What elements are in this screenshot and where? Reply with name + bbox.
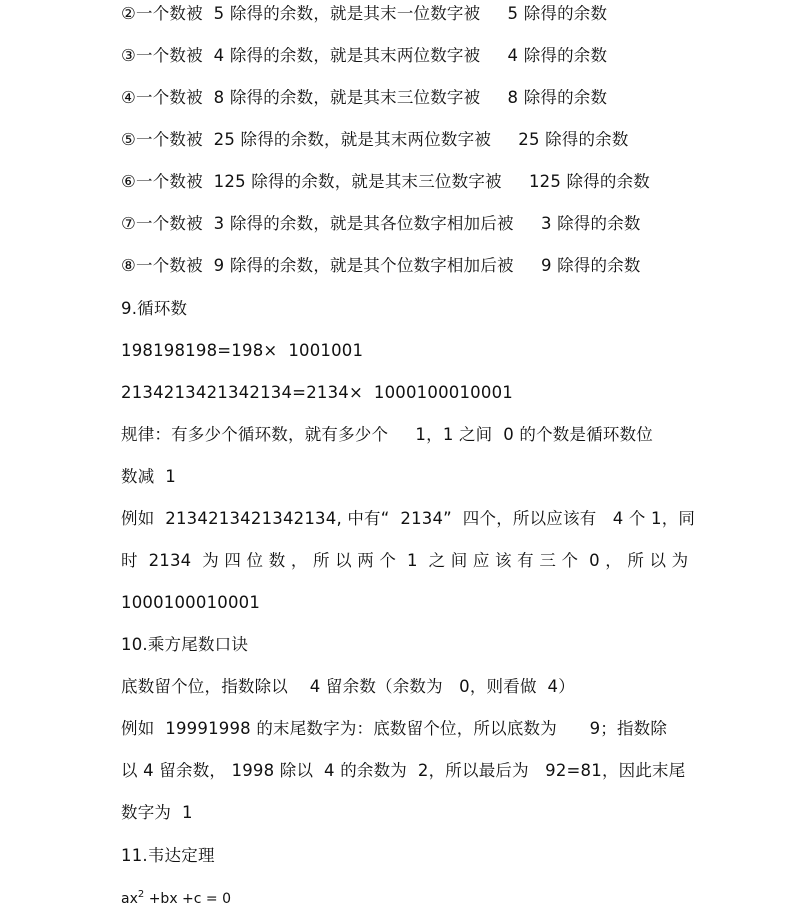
section-10-explain-line-2: 以 4 留余数， 1998 除以 4 的余数为 2，所以最后为 92=81，因此末尾 bbox=[121, 761, 686, 780]
section-10-title: 10.乘方尾数口诀 bbox=[121, 635, 249, 654]
formula-base: ax bbox=[121, 891, 138, 907]
rule-line-6: ⑥一个数被 125 除得的余数，就是其末三位数字被 125 除得的余数 bbox=[121, 172, 650, 191]
formula-rest: +bx +c = 0 bbox=[144, 891, 232, 907]
section-9-example-2: 2134213421342134=2134× 1000100010001 bbox=[121, 383, 513, 402]
section-10-rule: 底数留个位，指数除以 4 留余数（余数为 0，则看做 4） bbox=[121, 677, 575, 696]
section-9-example-1: 198198198=198× 1001001 bbox=[121, 341, 364, 360]
rule-line-3: ③一个数被 4 除得的余数，就是其末两位数字被 4 除得的余数 bbox=[121, 46, 608, 65]
section-9-explain-line-2: 时 2134 为 四 位 数 ， 所 以 两 个 1 之 间 应 该 有 三 个 0 ， 所 以 为 bbox=[121, 551, 689, 570]
section-11-title: 11.韦达定理 bbox=[121, 846, 215, 865]
rule-line-4: ④一个数被 8 除得的余数，就是其末三位数字被 8 除得的余数 bbox=[121, 88, 608, 107]
rule-line-8: ⑧一个数被 9 除得的余数，就是其个位数字相加后被 9 除得的余数 bbox=[121, 256, 641, 275]
quadratic-formula bbox=[121, 885, 231, 909]
rule-line-7: ⑦一个数被 3 除得的余数，就是其各位数字相加后被 3 除得的余数 bbox=[121, 214, 641, 233]
section-9-rule-line-1: 规律：有多少个循环数，就有多少个 1，1 之间 0 的个数是循环数位 bbox=[121, 425, 653, 444]
section-10-explain-line-3: 数字为 1 bbox=[121, 803, 193, 822]
section-9-title: 9.循环数 bbox=[121, 299, 188, 318]
formula-exponent: 2 bbox=[137, 889, 145, 900]
rule-line-2: ②一个数被 5 除得的余数，就是其末一位数字被 5 除得的余数 bbox=[121, 4, 608, 23]
rule-line-5: ⑤一个数被 25 除得的余数，就是其末两位数字被 25 除得的余数 bbox=[121, 130, 629, 149]
section-10-explain-line-1: 例如 19991998 的末尾数字为：底数留个位，所以底数为 9；指数除 bbox=[121, 719, 668, 738]
section-9-explain-line-3: 1000100010001 bbox=[121, 593, 261, 612]
section-9-rule-line-2: 数减 1 bbox=[121, 467, 176, 486]
section-9-explain-line-1: 例如 2134213421342134, 中有“ 2134” 四个，所以应该有 4 个 1，同 bbox=[121, 509, 696, 528]
